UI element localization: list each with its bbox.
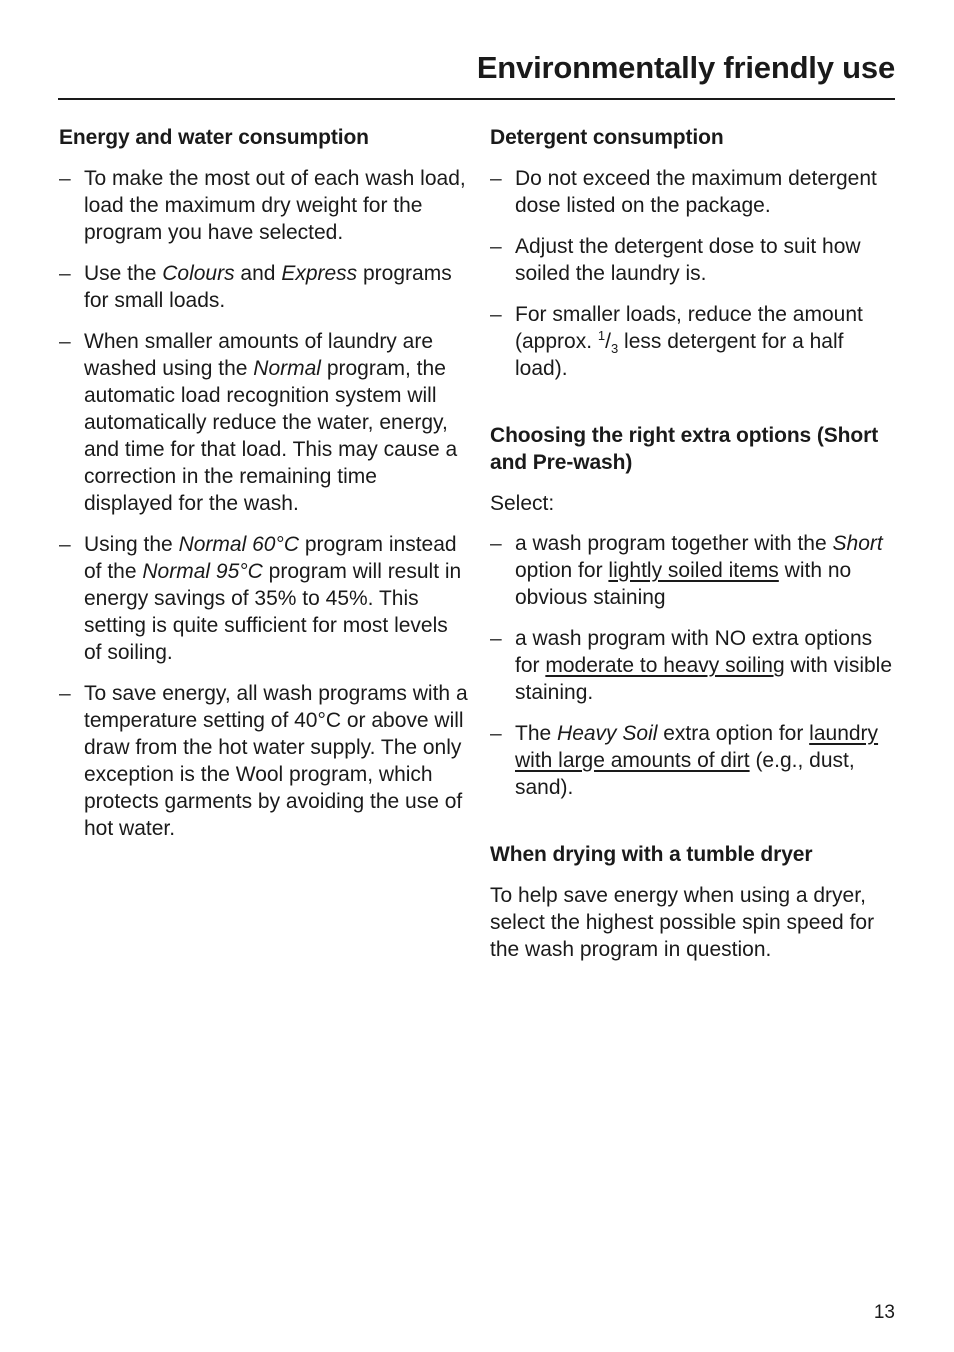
dash-bullet: – — [490, 722, 502, 745]
dash-bullet: – — [490, 235, 502, 258]
list-item: – a wash program with NO extra options for moderate to heavy soiling with visible staining. — [490, 627, 893, 704]
page-number: 13 — [873, 1302, 895, 1323]
dash-bullet: – — [490, 627, 502, 650]
energy-water-heading: Energy and water consumption — [59, 126, 369, 149]
dash-bullet: – — [490, 532, 502, 555]
underlined-term: moderate to heavy soiling — [545, 654, 785, 677]
dash-bullet: – — [59, 330, 71, 353]
list-item: – Adjust the detergent dose to suit how soiled the laundry is. — [490, 235, 861, 285]
dash-bullet: – — [59, 167, 71, 190]
dash-bullet: – — [59, 533, 71, 556]
tumble-dryer-text: To help save energy when using a dryer, select the highest possible spin speed for the wash program in question. — [490, 884, 875, 961]
page-title: Environmentally friendly use — [476, 50, 895, 85]
extra-options-list — [490, 530, 900, 801]
left-column — [59, 124, 469, 856]
list-item: – To make the most out of each wash load, load the maximum dry weight for the program you have selected. — [59, 167, 466, 244]
energy-water-list — [59, 165, 469, 842]
detergent-heading: Detergent consumption — [490, 126, 724, 149]
select-label: Select: — [490, 492, 555, 515]
title-divider — [58, 98, 895, 100]
dash-bullet: – — [490, 167, 502, 190]
detergent-list — [490, 165, 900, 382]
list-item: – Do not exceed the maximum detergent dose listed on the package. — [490, 167, 877, 217]
fraction-denominator: 3 — [610, 341, 619, 357]
program-name: Normal — [253, 357, 321, 380]
list-item: – For smaller loads, reduce the amount (approx. $^1/_3$ less detergent for a half load). — [490, 303, 863, 380]
option-name: Short — [832, 532, 883, 555]
right-column — [490, 124, 900, 976]
dash-bullet: – — [490, 303, 502, 326]
dash-bullet: – — [59, 262, 71, 285]
program-name: Express — [281, 262, 358, 285]
list-item: – When smaller amounts of laundry are washed using the Normal program, the automatic load recognition system will automatically reduce the water, energy, and time for that load. This may cause a correction in the remaining time displayed for the wash. — [59, 330, 458, 515]
program-name: Normal 60°C — [178, 533, 299, 556]
extra-options-heading: Choosing the right extra options (Short and Pre-wash) — [490, 424, 879, 474]
list-item: – Using the Normal 60°C program instead of the Normal 95°C program will result in energy savings of 35% to 45%. This setting is quite sufficient for most levels of soiling. — [59, 533, 462, 664]
fraction-numerator: 1 — [597, 328, 606, 343]
program-name: Colours — [162, 262, 235, 285]
list-item: – a wash program together with the Short option for lightly soiled items with no obvious staining — [490, 532, 883, 609]
underlined-term: laundry with large amounts of dirt — [515, 722, 879, 772]
list-item: – Use the Colours and Express programs for small loads. — [59, 262, 452, 312]
option-name: Heavy Soil — [557, 722, 658, 745]
list-item: – To save energy, all wash programs with a temperature setting of 40°C or above will draw from the hot water supply. The only exception is the Wool program, which protects garments by avoiding the use of hot water. — [59, 682, 468, 840]
program-name: Normal 95°C — [142, 560, 263, 583]
dash-bullet: – — [59, 682, 71, 705]
list-item: – The Heavy Soil extra option for laundry with large amounts of dirt (e.g., dust, sand). — [490, 722, 879, 799]
underlined-term: lightly soiled items — [608, 559, 779, 582]
tumble-dryer-heading: When drying with a tumble dryer — [490, 843, 813, 866]
